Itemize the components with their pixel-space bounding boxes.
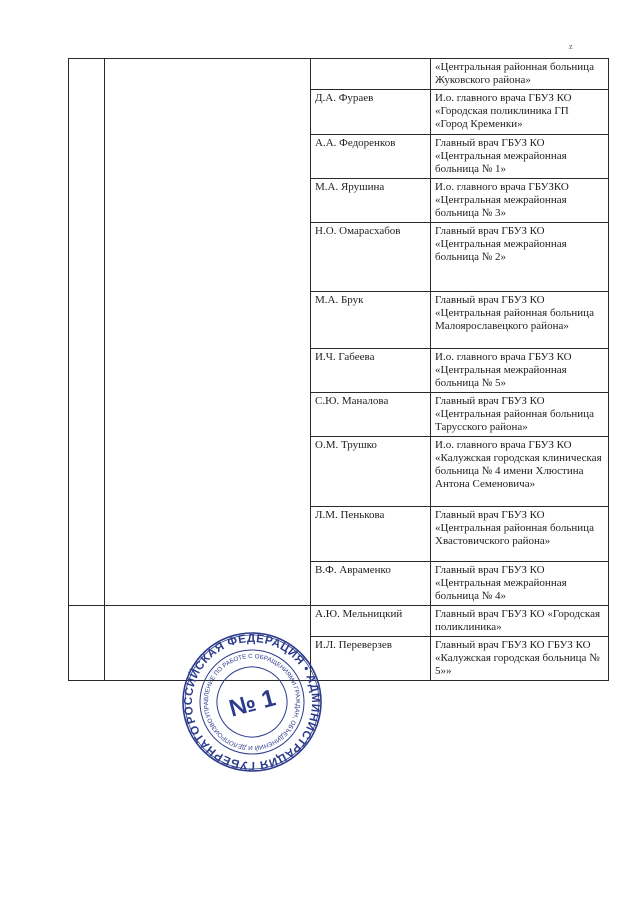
- official-position: Главный врач ГБУЗ КО «Центральная районная больница Тарусского района»: [431, 393, 609, 437]
- official-position: И.о. главного врача ГБУЗКО «Центральная межрайонная больница № 3»: [431, 179, 609, 223]
- official-name: И.Л. Переверзев: [311, 637, 431, 681]
- official-name: Н.О. Омарасхабов: [311, 223, 431, 292]
- official-position: Главный врач ГБУЗ КО «Центральная межрайонная больница № 4»: [431, 562, 609, 606]
- official-name: [311, 59, 431, 90]
- table-row: [69, 59, 609, 90]
- seal-center-number: № 1: [226, 684, 279, 723]
- official-name: М.А. Ярушина: [311, 179, 431, 223]
- number-cell: [69, 59, 105, 606]
- official-name: Л.М. Пенькова: [311, 507, 431, 562]
- official-name: Д.А. Фураев: [311, 90, 431, 135]
- official-name: С.Ю. Маналова: [311, 393, 431, 437]
- position-title-cell: [105, 59, 311, 606]
- official-position: «Центральная районная больница Жуковского района»: [431, 59, 609, 90]
- official-position: Главный врач ГБУЗ КО «Центральная межрайонная больница № 2»: [431, 223, 609, 292]
- officials-table: [68, 58, 609, 681]
- official-name: О.М. Трушко: [311, 437, 431, 507]
- official-position: Главный врач ГБУЗ КО «Центральная межрайонная больница № 1»: [431, 135, 609, 179]
- official-position: Главный врач ГБУЗ КО «Городская поликлиника»: [431, 606, 609, 637]
- official-name: В.Ф. Авраменко: [311, 562, 431, 606]
- page-number-mark: z: [569, 42, 573, 51]
- official-seal-stamp: [181, 631, 323, 773]
- seal-outer-text: РОССИЙСКАЯ ФЕДЕРАЦИЯ • АДМИНИСТРАЦИЯ ГУБЕРНАТОРА: [182, 632, 322, 772]
- official-position: И.о. главного врача ГБУЗ КО «Калужская городская клиническая больница № 4 имени Хлюстина Антона Семеновича»: [431, 437, 609, 507]
- number-cell: [69, 606, 105, 681]
- official-name: И.Ч. Габеева: [311, 349, 431, 393]
- official-name: А.Ю. Мельницкий: [311, 606, 431, 637]
- official-name: М.А. Брук: [311, 292, 431, 349]
- seal-inner-text: УПРАВЛЕНИЕ ПО РАБОТЕ С ОБРАЩЕНИЯМИ ГРАЖДАН, ОБЪЕДИНЕНИЙ И ДЕЛОПРОИЗВОДСТВУ: [202, 652, 302, 752]
- official-position: Главный врач ГБУЗ КО «Центральная районная больница Малоярославецкого района»: [431, 292, 609, 349]
- official-position: И.о. главного врача ГБУЗ КО «Городская поликлиника ГП «Город Кременки»: [431, 90, 609, 135]
- official-position: Главный врач ГБУЗ КО «Центральная районная больница Хвастовичского района»: [431, 507, 609, 562]
- official-position: И.о. главного врача ГБУЗ КО «Центральная межрайонная больница № 5»: [431, 349, 609, 393]
- table-row: [69, 606, 609, 637]
- official-position: Главный врач ГБУЗ КО ГБУЗ КО «Калужская городская больница № 5»»: [431, 637, 609, 681]
- official-name: А.А. Федоренков: [311, 135, 431, 179]
